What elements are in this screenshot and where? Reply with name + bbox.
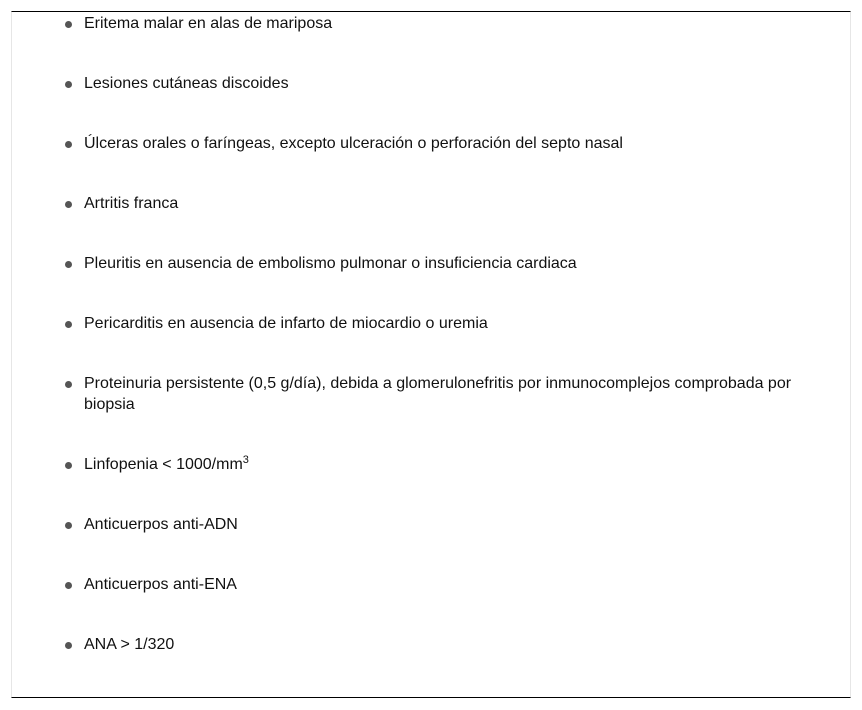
list-item xyxy=(84,454,804,475)
bullet-icon xyxy=(65,381,72,388)
list-item xyxy=(84,514,804,535)
bullet-icon xyxy=(65,582,72,589)
list-item-text: Úlceras orales o faríngeas, excepto ulceración o perforación del septo nasal xyxy=(84,135,623,152)
list-item-text: Pleuritis en ausencia de embolismo pulmonar o insuficiencia cardiaca xyxy=(84,255,577,272)
bullet-icon xyxy=(65,81,72,88)
list-item xyxy=(84,73,804,94)
list-item-text: Anticuerpos anti-ENA xyxy=(84,576,237,593)
list-item xyxy=(84,253,804,274)
list-item-text: Pericarditis en ausencia de infarto de miocardio o uremia xyxy=(84,315,488,332)
bullet-icon xyxy=(65,462,72,469)
list-item xyxy=(84,574,804,595)
bullet-icon xyxy=(65,522,72,529)
bullet-icon xyxy=(65,141,72,148)
list-item xyxy=(84,634,804,655)
list-item xyxy=(84,373,804,415)
bullet-icon xyxy=(65,261,72,268)
bullet-icon xyxy=(65,642,72,649)
superscript: 3 xyxy=(242,454,249,466)
list-item-text: ANA > 1/320 xyxy=(84,636,175,653)
list-item-text: Artritis franca xyxy=(84,195,179,212)
criteria-table-frame xyxy=(11,11,851,698)
list-item-text: Eritema malar en alas de mariposa xyxy=(84,15,333,32)
list-item xyxy=(84,313,804,334)
list-item-text: Linfopenia < 1000/mm xyxy=(84,456,243,473)
list-item-text: Anticuerpos anti-ADN xyxy=(84,516,238,533)
list-item-text: Lesiones cutáneas discoides xyxy=(84,75,289,92)
list-item-text: Proteinuria persistente (0,5 g/día), debida a glomerulonefritis por inmunocomplejos comprobada por biopsia xyxy=(84,375,792,413)
bullet-icon xyxy=(65,201,72,208)
list-item xyxy=(84,13,804,34)
list-item xyxy=(84,193,804,214)
bullet-icon xyxy=(65,21,72,28)
list-item xyxy=(84,133,804,154)
bullet-icon xyxy=(65,321,72,328)
